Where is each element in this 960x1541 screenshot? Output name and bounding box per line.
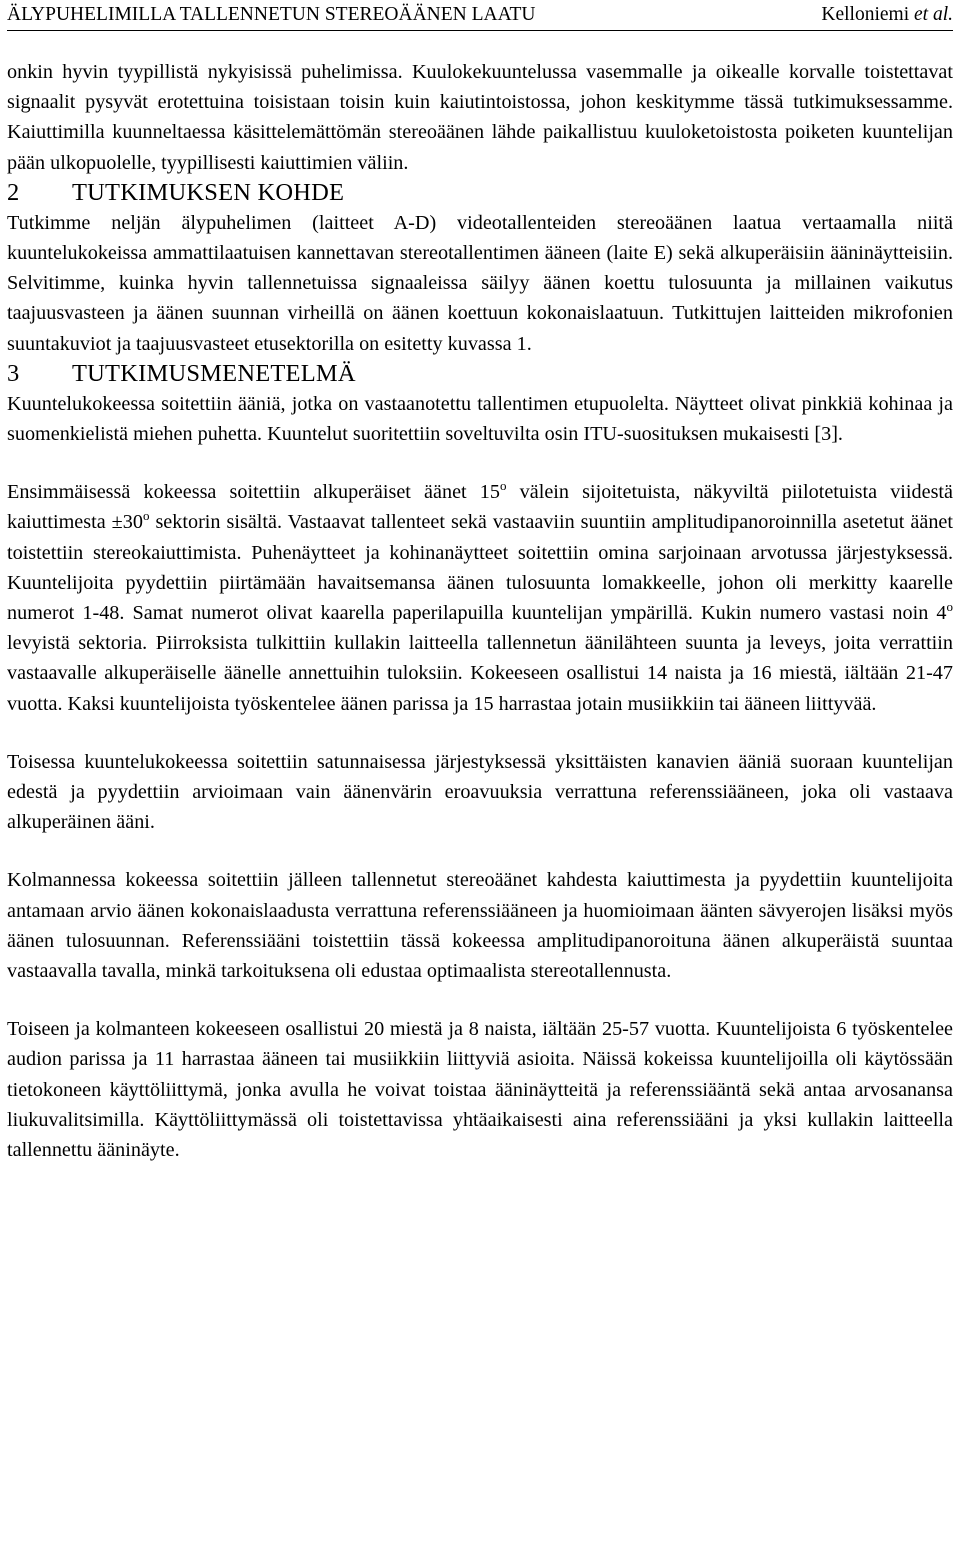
section-heading-3 bbox=[7, 359, 953, 389]
author-name: Kelloniemi bbox=[821, 4, 910, 25]
text-run: levyistä sektoria. Piirroksista tulkittiin kullakin laitteella tallennetun äänilähteen suunta ja leveys, joita verrattiin vastaavalle alkuperäiselle äänelle annettuihin tuloksiin. Kokeeseen osallistui 14 naista ja 16 miestä, iältään 21-47 vuotta. Kaksi kuuntelijoista työskentelee äänen parissa ja 15 harrastaa jotain musiikkiin tai ääneen liittyvää. bbox=[7, 632, 953, 715]
method-paragraph-4: Kolmannessa kokeessa soitettiin jälleen tallennetut stereoäänet kahdesta kaiuttimesta ja pyydettiin kuuntelijoita antamaan arvio äänen kokonaislaadusta verrattuna referenssiääneen ja huomioimaan äänten sävyerojen lisäksi myös äänen tulosuunnan. Referenssiääni toistettiin tässä kokeessa amplitudipanoroituna äänen alkuperäistä suuntaa vastaavalla tavalla, minkä tarkoituksena oli edustaa optimaalista stereotallennusta. bbox=[7, 869, 953, 983]
method-paragraph-3: Toisessa kuuntelukokeessa soitettiin satunnaisessa järjestyksessä yksittäisten kanavien ääniä suoraan kuuntelijan edestä ja pyydettiin arvioimaan vain äänenvärin eroavuuksia verrattuna referenssiääneen, joka oli vastaava alkuperäinen ääni. bbox=[7, 750, 953, 834]
text-run: sektorin sisältä. Vastaavat tallenteet sekä vastaaviin suuntiin amplitudipanoroinnilla asetetut äänet toistettiin stereokaiuttimista. Puhenäytteet ja kohinanäytteet soitettiin omina sarjoinaan arvotussa järjestyksessä. Kuuntelijoita pyydettiin piirtämään havaitsemansa äänen tulosuunta lomakkeelle, johon oli merkitty kaarelle numerot 1-48. Samat numerot olivat kaarella paperilapuilla kuuntelijan ympärillä. Kukin numero vastasi noin 4 bbox=[7, 511, 954, 625]
method-paragraph-1: Kuuntelukokeessa soitettiin ääniä, jotka on vastaanotettu tallentimen etupuolelta. Näytteet olivat pinkkiä kohinaa ja suomenkielistä miehen puhetta. Kuuntelut suoritettiin soveltuvilta osin ITU-suosituksen mukaisesti [3]. bbox=[7, 392, 953, 446]
text-run: välein sijoitetuista, näkyviltä piilotetuista viidestä kaiuttimesta ±30 bbox=[7, 481, 953, 534]
running-title: ÄLYPUHELIMILLA TALLENNETUN STEREOÄÄNEN LAATU bbox=[7, 4, 536, 25]
degree-superscript: o bbox=[500, 478, 507, 494]
method-paragraph-2 bbox=[7, 477, 953, 719]
degree-superscript: o bbox=[142, 508, 150, 524]
running-authors bbox=[821, 2, 953, 28]
section2-paragraph: Tutkimme neljän älypuhelimen (laitteet A-D) videotallenteiden stereoäänen laatua vertaamalla niitä kuuntelukokeissa ammattilaatuisen kannettavan stereotallentimen ääneen (laite E) sekä alkuperäisiin ääninäytteisiin. Selvitimme, kuinka hyvin tallennetuissa signaaleissa säilyy äänen koettu tulosuunta ja millainen vaikutus taajuusvasteen ja äänen suunnan virheillä on äänen koettuun kokonaislaatuun. Tutkittujen laitteiden mikrofonien suuntakuviot ja taajuusvasteet etusektorilla on esitetty kuvassa 1. bbox=[7, 211, 953, 355]
intro-paragraph: onkin hyvin tyypillistä nykyisissä puhelimissa. Kuulokekuuntelussa vasemmalle ja oikealle korvalle toistettavat signaalit pysyvät erotettuina toisistaan toisin kuin kaiutintoistossa, johon keskitymme tässä tutkimuksessamme. Kaiuttimilla kuunneltaessa käsittelemättömän stereoäänen lähde paikallistuu kuuloketoistosta poiketen kuuntelijan pään ulkopuolelle, tyypillisesti kaiuttimien väliin. bbox=[7, 61, 953, 174]
section-title: TUTKIMUKSEN KOHDE bbox=[72, 178, 345, 206]
method-paragraph-5: Toiseen ja kolmanteen kokeeseen osallistui 20 miestä ja 8 naista, iältään 25-57 vuotta. Kuuntelijoista 6 työskentelee audion parissa ja 11 harrastaa ääneen tai musiikkiin liittyviä asioita. Näissä kokeissa kuuntelijoilla oli käytössään tietokoneen käyttöliittymä, jonka avulla he voivat toistaa ääninäytteitä ja referenssiääntä sekä antaa arvosanansa liukuvalitsimilla. Käyttöliittymässä oli toistettavissa yhtäaikaisesti aina referenssiääni ja yksi kullakin laitteella tallennettu ääninäyte. bbox=[7, 1018, 953, 1162]
degree-superscript: o bbox=[946, 599, 953, 615]
text-run: Ensimmäisessä kokeessa soitettiin alkuperäiset äänet 15 bbox=[7, 481, 500, 504]
section-title: TUTKIMUSMENETELMÄ bbox=[72, 359, 356, 387]
running-header bbox=[7, 2, 953, 31]
page-body bbox=[7, 57, 953, 1165]
section-heading-2 bbox=[7, 178, 953, 208]
section-number: 3 bbox=[7, 359, 20, 387]
section-number: 2 bbox=[7, 178, 20, 206]
author-etal: et al. bbox=[914, 4, 953, 25]
